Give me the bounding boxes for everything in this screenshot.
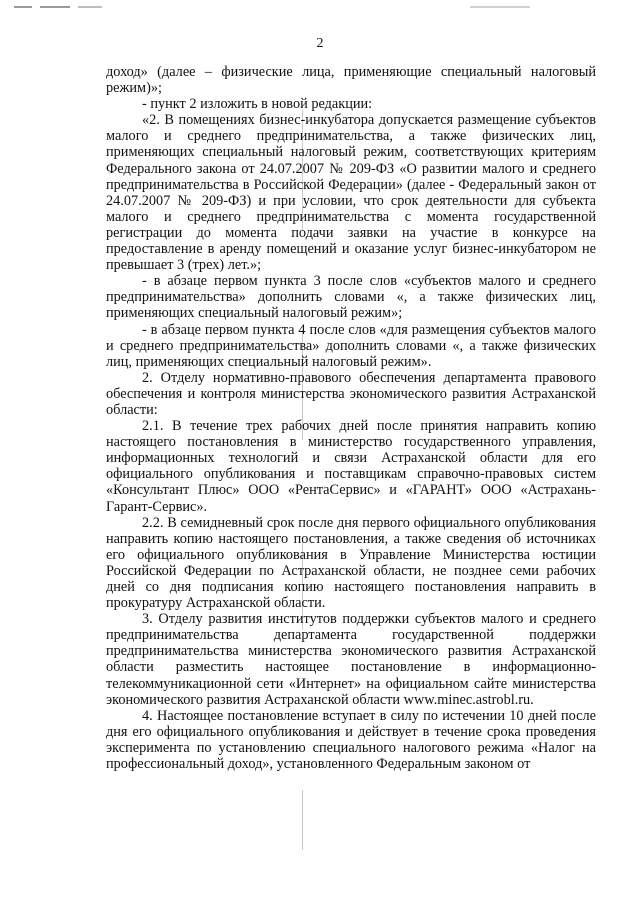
paragraph-section-2-2: 2.2. В семидневный срок после дня первого официального опубликования направить копию настоящего постановления, а также сведения об источниках его официального опубликования в Управление Министерства юстиции Российской Федерации по Астраханской области, не позднее семи рабочих дней со дня подписания копию настоящего постановления направить в прокуратуру Астраханской области.: [106, 514, 596, 612]
page-number: 2: [316, 36, 324, 51]
paragraph-section-2-1: 2.1. В течение трех рабочих дней после принятия направить копию настоящего постановления в министерство государственного управления, информационных технологий и связи Астраханской области для его официального опубликования и поставщикам справочно-правовых систем «Консультант Плюс» ООО «РентаСервис» и «ГАРАНТ» ООО «Астрахань-Гарант-Сервис».: [106, 418, 596, 515]
paragraph-item-2-text: «2. В помещениях бизнес-инкубатора допускается размещение субъектов малого и среднего предпринимательства, а также физических лиц, применяющих специальный налоговый режим, соответствующих критериям Федерального закона от 24.07.2007 № 209-ФЗ «О развитии малого и среднего предпринимательства в Российской Федерации» (далее - Федеральный закон от 24.07.2007 № 209-ФЗ) и при условии, что срок деятельности для субъекта малого и среднего предпринимательства с момента государственной регистрации до момента подачи заявки на участие в конкурсе на предоставление в аренду помещений и оказание услуг бизнес-инкубатором не превышает 3 (трех) лет.»;: [106, 112, 596, 274]
scan-artifact: [470, 6, 530, 8]
paragraph-continuation: доход» (далее – физические лица, применяющие специальный налоговый режим)»;: [106, 64, 596, 97]
paragraph-item-2-new-edition: - пункт 2 изложить в новой редакции:: [142, 96, 373, 113]
paragraph-section-4: 4. Настоящее постановление вступает в силу по истечении 10 дней после дня его официального опубликования и действует в течение срока проведения эксперимента по установлению специального налогового режима «Налог на профессиональный доход», установленного Федеральным законом от: [106, 707, 596, 773]
document-body: [106, 64, 596, 772]
fold-line: [302, 790, 303, 850]
paragraph-item-4-amendment: - в абзаце первом пункта 4 после слов «для размещения субъектов малого и среднего предпринимательства» дополнить словами «, а также физических лиц, применяющих специальный налоговый режим».: [106, 321, 596, 370]
paragraph-section-3: 3. Отделу развития институтов поддержки субъектов малого и среднего предпринимательства департамента государственной поддержки предпринимательства министерства экономического развития Астраханской области разместить настоящее постановление в информационно-телекоммуникационной сети «Интернет» на официальном сайте министерства экономического развития Астраханской области www.minec.astrobl.ru.: [106, 611, 596, 708]
scan-artifact: [40, 6, 70, 8]
paragraph-section-2: 2. Отделу нормативно-правового обеспечения департамента правового обеспечения и контроля министерства экономического развития Астраханской области:: [106, 369, 596, 418]
scan-artifact: [78, 6, 102, 8]
scan-artifact: [14, 6, 32, 8]
paragraph-item-3-amendment: - в абзаце первом пункта 3 после слов «субъектов малого и среднего предпринимательства» дополнить словами «, а также физических лиц, применяющих специальный налоговый режим»;: [106, 273, 596, 322]
